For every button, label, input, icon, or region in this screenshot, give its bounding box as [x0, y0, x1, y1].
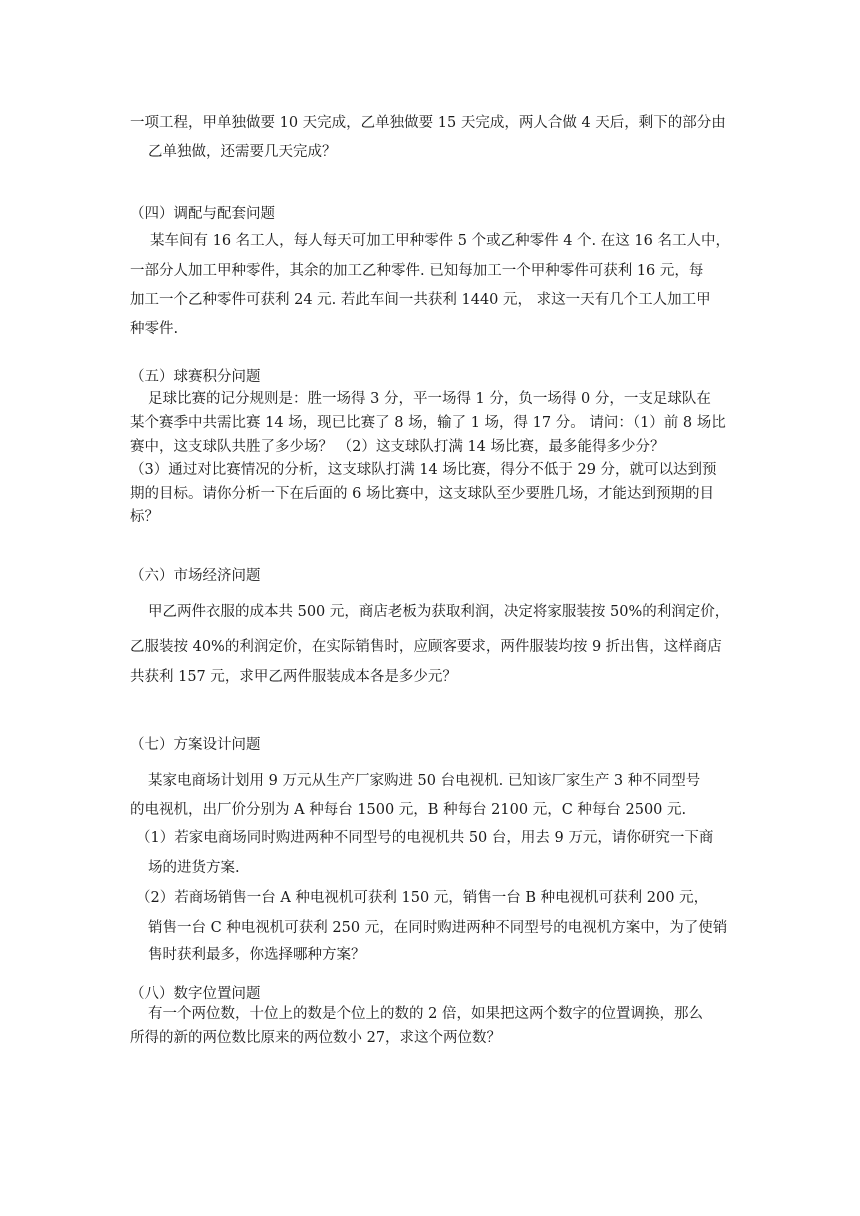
section-heading: （六）市场经济问题: [130, 568, 261, 584]
text-line: 标？: [130, 509, 159, 525]
text-line: （2）若商场销售一台 A 种电视机可获利 150 元，销售一台 B 种电视机可获利 200 元，: [136, 890, 709, 906]
text-line: 足球比赛的记分规则是：胜一场得 3 分，平一场得 1 分，负一场得 0 分，一支足球队在: [148, 391, 711, 407]
text-line: 乙单独做，还需要几天完成？: [148, 144, 337, 160]
section-heading: （八）数字位置问题: [130, 986, 261, 1002]
text-line: 加工一个乙种零件可获利 24 元. 若此车间一共获利 1440 元， 求这一天有几个工人加工甲: [130, 292, 711, 308]
text-line: 一部分人加工甲种零件，其余的加工乙种零件. 已知每加工一个甲种零件可获利 16 元，每: [130, 263, 704, 279]
text-line: 种零件.: [130, 321, 179, 337]
text-line: 某家电商场计划用 9 万元从生产厂家购进 50 台电视机. 已知该厂家生产 3 种不同型号: [148, 773, 701, 789]
text-line: 所得的新的两位数比原来的两位数小 27，求这个两位数？: [130, 1030, 502, 1046]
text-line: 某车间有 16 名工人，每人每天可加工甲种零件 5 个或乙种零件 4 个. 在这 16 名工人中，: [150, 233, 730, 249]
text-line: 共获利 157 元，求甲乙两件服装成本各是多少元？: [130, 669, 457, 685]
text-line: 甲乙两件衣服的成本共 500 元，商店老板为获取利润，决定将家服装按 50%的利润定价，: [148, 604, 730, 620]
text-line: 场的进货方案.: [148, 860, 240, 876]
text-line: 赛中，这支球队共胜了多少场？ （2）这支球队打满 14 场比赛，最多能得多少分？: [130, 439, 665, 455]
section-heading: （五）球赛积分问题: [130, 369, 261, 385]
text-line: 一项工程，甲单独做要 10 天完成，乙单独做要 15 天完成，两人合做 4 天后，剩下的部分由: [130, 115, 726, 131]
text-line: 某个赛季中共需比赛 14 场，现已比赛了 8 场，输了 1 场，得 17 分。 请问：（1）前 8 场比: [130, 415, 726, 431]
text-line: （1）若家电商场同时购进两种不同型号的电视机共 50 台，用去 9 万元，请你研究一下商: [136, 830, 714, 846]
text-line: 有一个两位数，十位上的数是个位上的数的 2 倍，如果把这两个数字的位置调换，那么: [148, 1006, 703, 1022]
text-line: 售时获利最多，你选择哪种方案？: [148, 947, 366, 963]
text-line: （3）通过对比赛情况的分析，这支球队打满 14 场比赛，得分不低于 29 分，就可以达到预: [130, 462, 717, 478]
section-heading: （七）方案设计问题: [130, 737, 261, 753]
section-heading: （四）调配与配套问题: [130, 206, 275, 222]
text-line: 销售一台 C 种电视机可获利 250 元，在同时购进两种不同型号的电视机方案中，为了使销: [148, 920, 728, 936]
text-line: 的电视机，出厂价分别为 A 种每台 1500 元，B 种每台 2100 元，C 种每台 2500 元.: [130, 802, 687, 818]
text-line: 期的目标。请你分析一下在后面的 6 场比赛中，这支球队至少要胜几场，才能达到预期的目: [130, 486, 714, 502]
text-line: 乙服装按 40%的利润定价，在实际销售时，应顾客要求，两件服装均按 9 折出售，这样商店: [130, 639, 722, 655]
